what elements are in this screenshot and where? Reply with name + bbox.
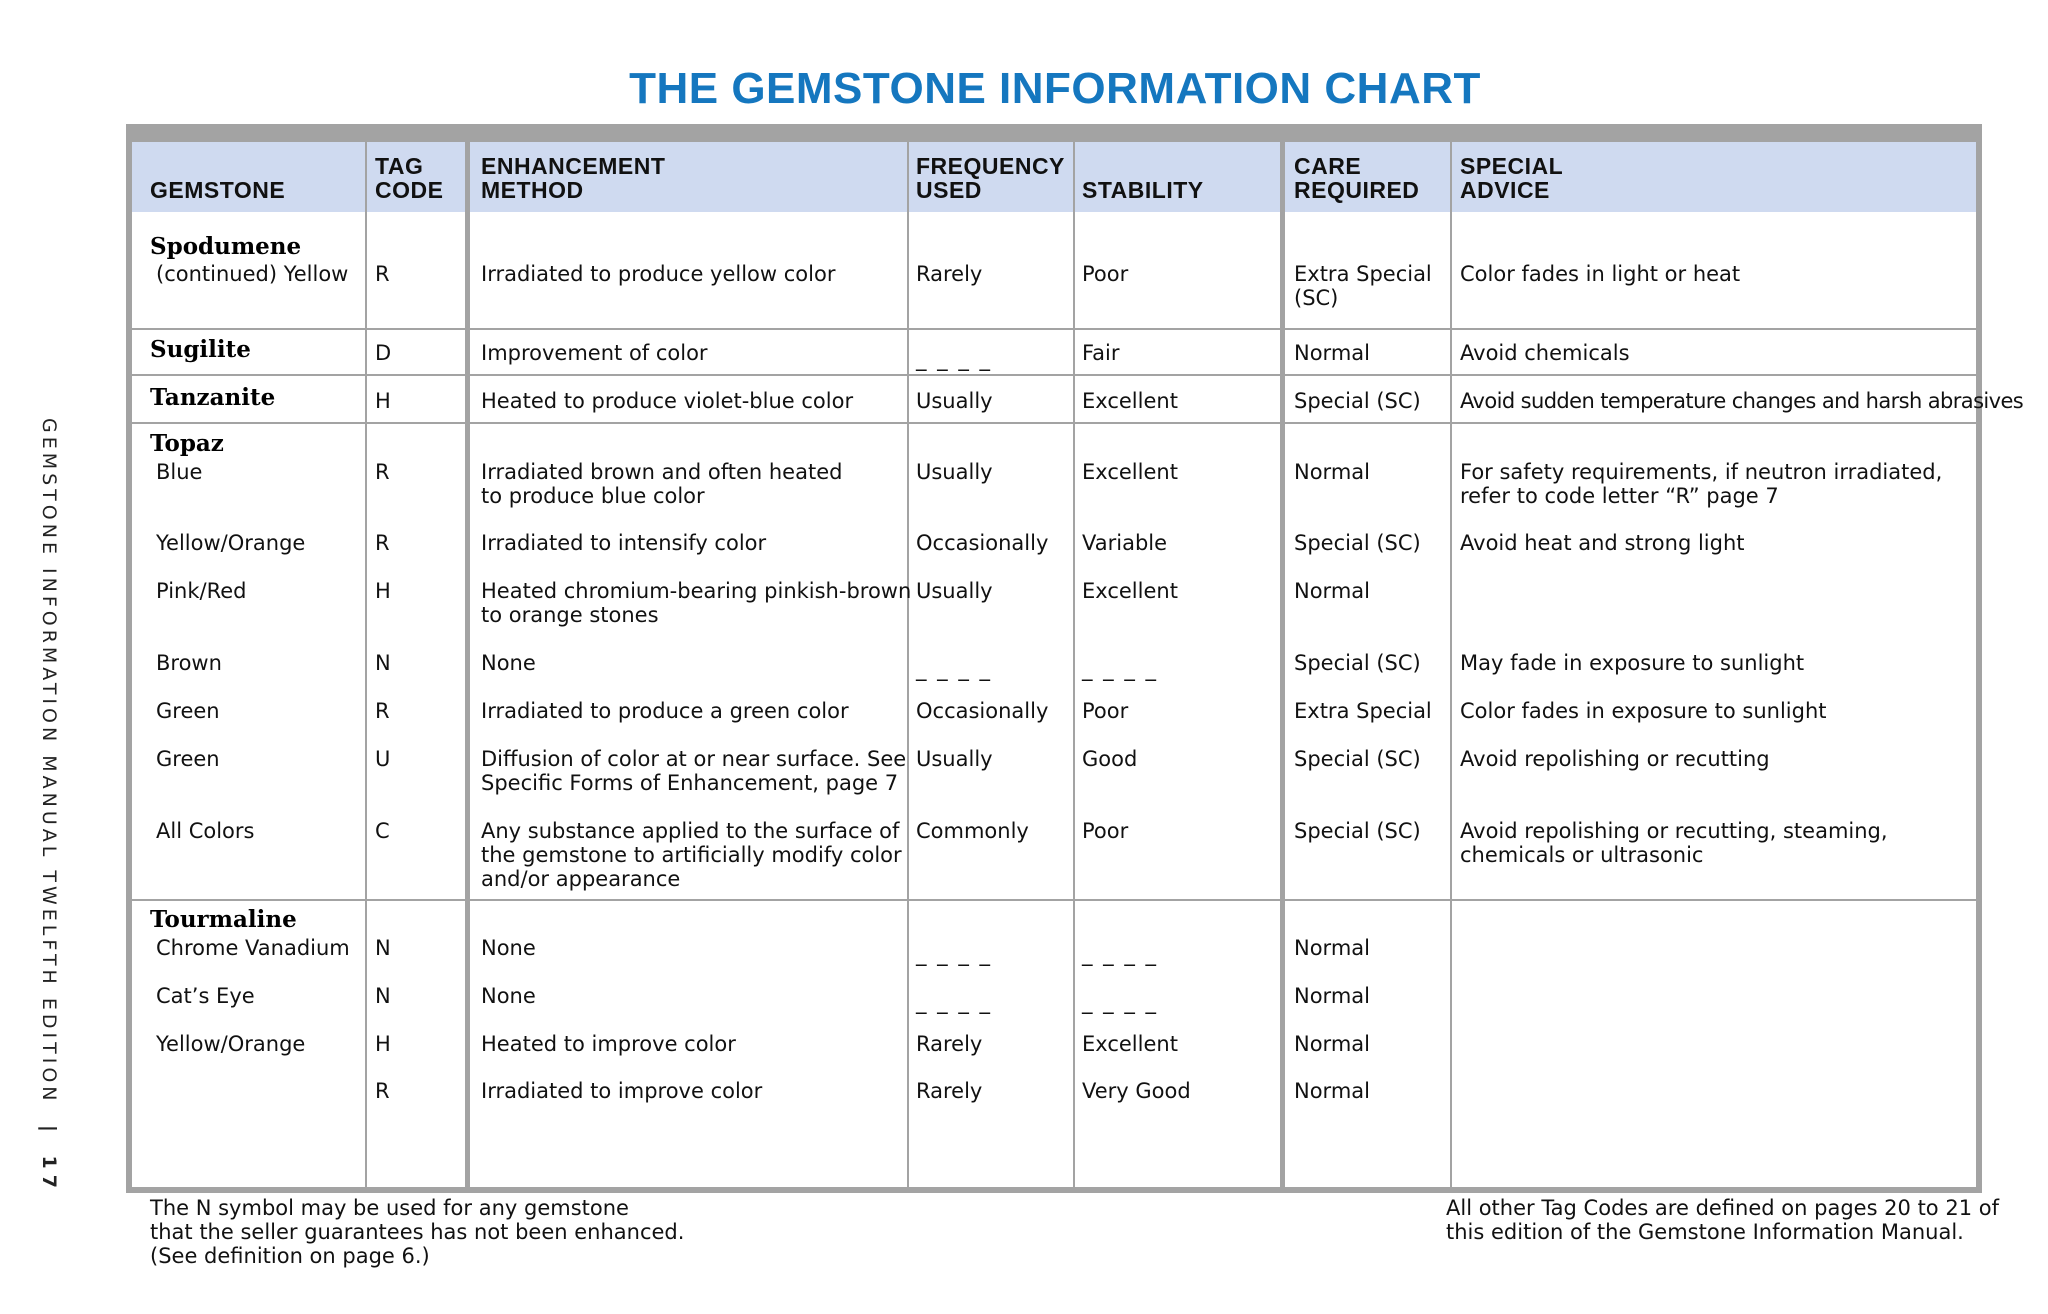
special-advice: Avoid sudden temperature changes and harsh abrasives (1460, 389, 2024, 413)
stability: Poor (1082, 699, 1129, 723)
enhancement-method: and/or appearance (481, 867, 681, 891)
frequency-used: Usually (916, 460, 993, 484)
column-divider (1280, 142, 1285, 1187)
frequency-used: Usually (916, 389, 993, 413)
care-required: Normal (1294, 1079, 1370, 1103)
care-required: Normal (1294, 579, 1370, 603)
header-gemstone: GEMSTONE (150, 177, 286, 203)
stability: Very Good (1082, 1079, 1191, 1103)
stability: Excellent (1082, 460, 1178, 484)
tag-code: R (375, 460, 390, 484)
row-divider (132, 374, 1976, 376)
tag-code: D (375, 341, 392, 365)
header-stability: STABILITY (1082, 177, 1204, 203)
gemstone-variety: (continued) Yellow (156, 262, 349, 286)
enhancement-method: Irradiated brown and often heated (481, 460, 843, 484)
gemstone-variety: Blue (156, 460, 203, 484)
gemstone-variety: Green (156, 747, 220, 771)
stability: Poor (1082, 262, 1129, 286)
care-required: Normal (1294, 984, 1370, 1008)
enhancement-method: to orange stones (481, 603, 659, 627)
special-advice: Avoid heat and strong light (1460, 531, 1745, 555)
care-required: Normal (1294, 936, 1370, 960)
gemstone-name: Tanzanite (150, 384, 276, 411)
frequency-used: Usually (916, 579, 993, 603)
stability: _ _ _ _ (1082, 990, 1159, 1014)
stability: _ _ _ _ (1082, 942, 1159, 966)
gemstone-variety: Brown (156, 651, 222, 675)
special-advice: Avoid repolishing or recutting (1460, 747, 1770, 771)
tag-code: R (375, 262, 390, 286)
tag-code: C (375, 819, 390, 843)
frequency-used: Usually (916, 747, 993, 771)
care-required: Extra Special (1294, 262, 1432, 286)
care-required: Special (SC) (1294, 531, 1421, 555)
stability: Fair (1082, 341, 1120, 365)
enhancement-method: None (481, 936, 536, 960)
tag-code: U (375, 747, 391, 771)
care-required: Normal (1294, 341, 1370, 365)
stability: Variable (1082, 531, 1168, 555)
column-divider (1073, 142, 1075, 1187)
page-number: 17 (38, 1155, 60, 1194)
enhancement-method: None (481, 651, 536, 675)
tag-code: H (375, 579, 391, 603)
manual-edition-label: GEMSTONE INFORMATION MANUAL TWELFTH EDITION (38, 418, 60, 1105)
stability: Excellent (1082, 389, 1178, 413)
frequency-used: Commonly (916, 819, 1029, 843)
special-advice: Color fades in exposure to sunlight (1460, 699, 1827, 723)
header-enhancement-method: ENHANCEMENT METHOD (481, 153, 666, 203)
enhancement-method: Irradiated to produce a green color (481, 699, 849, 723)
tag-code: N (375, 936, 391, 960)
care-required: Special (SC) (1294, 389, 1421, 413)
tag-code: H (375, 389, 391, 413)
tag-code: R (375, 531, 390, 555)
frequency-used: _ _ _ _ (916, 942, 993, 966)
gemstone-name: Spodumene (150, 233, 302, 260)
gemstone-variety: Cat’s Eye (156, 984, 255, 1008)
stability: Excellent (1082, 579, 1178, 603)
gemstone-name: Tourmaline (150, 906, 297, 933)
care-required: Normal (1294, 460, 1370, 484)
enhancement-method: None (481, 984, 536, 1008)
care-required: (SC) (1294, 286, 1339, 310)
enhancement-method: the gemstone to artificially modify color (481, 843, 902, 867)
column-divider (465, 142, 470, 1187)
frequency-used: Occasionally (916, 699, 1049, 723)
care-required: Special (SC) (1294, 747, 1421, 771)
care-required: Normal (1294, 1032, 1370, 1056)
header-special-advice: SPECIAL ADVICE (1460, 153, 1564, 203)
enhancement-method: Heated to produce violet-blue color (481, 389, 854, 413)
enhancement-method: Any substance applied to the surface of (481, 819, 900, 843)
frequency-used: Rarely (916, 1032, 983, 1056)
sidebar-separator: | (38, 1124, 60, 1136)
tag-code: N (375, 984, 391, 1008)
tag-code: R (375, 699, 390, 723)
special-advice: chemicals or ultrasonic (1460, 843, 1704, 867)
care-required: Special (SC) (1294, 651, 1421, 675)
header-tag-code: TAG CODE (375, 153, 444, 203)
enhancement-method: to produce blue color (481, 484, 705, 508)
enhancement-method: Specific Forms of Enhancement, page 7 (481, 771, 899, 795)
gemstone-variety: Chrome Vanadium (156, 936, 350, 960)
stability: _ _ _ _ (1082, 657, 1159, 681)
care-required: Special (SC) (1294, 819, 1421, 843)
enhancement-method: Improvement of color (481, 341, 708, 365)
enhancement-method: Heated to improve color (481, 1032, 736, 1056)
gemstone-variety: Pink/Red (156, 579, 247, 603)
gemstone-variety: All Colors (156, 819, 255, 843)
row-divider (132, 328, 1976, 330)
frequency-used: Occasionally (916, 531, 1049, 555)
column-divider (907, 142, 909, 1187)
footnote-right: All other Tag Codes are defined on pages 20 to 21 of this edition of the Gemstone Information Manual. (1446, 1196, 1999, 1244)
column-divider (365, 142, 367, 1187)
special-advice: Color fades in light or heat (1460, 262, 1741, 286)
care-required: Extra Special (1294, 699, 1432, 723)
row-divider (132, 899, 1976, 901)
stability: Poor (1082, 819, 1129, 843)
special-advice: For safety requirements, if neutron irradiated, (1460, 460, 1943, 484)
gemstone-name: Sugilite (150, 336, 251, 363)
header-frequency-used: FREQUENCY USED (916, 153, 1065, 203)
gemstone-variety: Yellow/Orange (156, 531, 306, 555)
stability: Good (1082, 747, 1138, 771)
enhancement-method: Irradiated to intensify color (481, 531, 767, 555)
frequency-used: _ _ _ _ (916, 657, 993, 681)
gemstone-variety: Yellow/Orange (156, 1032, 306, 1056)
special-advice: May fade in exposure to sunlight (1460, 651, 1805, 675)
frequency-used: _ _ _ _ (916, 990, 993, 1014)
tag-code: H (375, 1032, 391, 1056)
tag-code: N (375, 651, 391, 675)
special-advice: refer to code letter “R” page 7 (1460, 484, 1779, 508)
enhancement-method: Irradiated to improve color (481, 1079, 763, 1103)
frequency-used: Rarely (916, 1079, 983, 1103)
enhancement-method: Heated chromium-bearing pinkish-brown (481, 579, 912, 603)
row-divider (132, 422, 1976, 424)
gemstone-variety: Green (156, 699, 220, 723)
page-title: THE GEMSTONE INFORMATION CHART (629, 64, 1481, 113)
special-advice: Avoid chemicals (1460, 341, 1630, 365)
special-advice: Avoid repolishing or recutting, steaming, (1460, 819, 1888, 843)
footnote-left: The N symbol may be used for any gemstone that the seller guarantees has not been enhanced. (See definition on page 6.) (150, 1196, 685, 1268)
column-divider (1450, 142, 1452, 1187)
frequency-used: Rarely (916, 262, 983, 286)
enhancement-method: Diffusion of color at or near surface. See (481, 747, 907, 771)
tag-code: R (375, 1079, 390, 1103)
running-sidebar (38, 418, 60, 1194)
gemstone-table (126, 124, 2024, 1193)
enhancement-method: Irradiated to produce yellow color (481, 262, 836, 286)
frequency-used: _ _ _ _ (916, 347, 993, 371)
gemstone-name: Topaz (150, 430, 224, 457)
stability: Excellent (1082, 1032, 1178, 1056)
header-care-required: CARE REQUIRED (1294, 153, 1420, 203)
